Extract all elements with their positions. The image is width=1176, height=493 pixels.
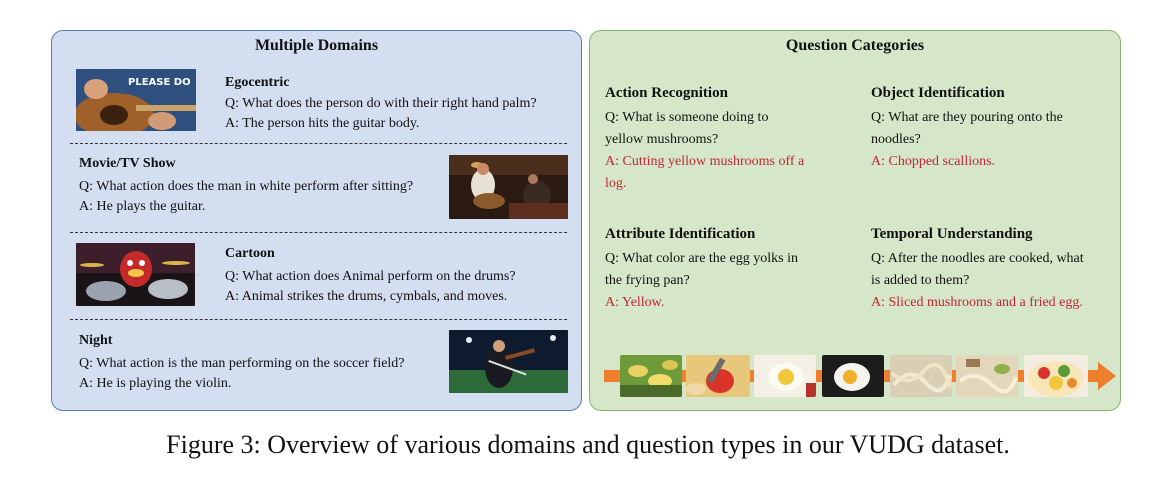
movie-question: Q: What action does the man in white perform after sitting? <box>79 179 414 194</box>
category-question-line: Q: What is someone doing to <box>605 110 769 125</box>
category-title: Object Identification <box>871 85 1005 101</box>
night-question: Q: What action is the man performing on the soccer field? <box>79 356 405 371</box>
cartoon-question: Q: What action does Animal perform on the drums? <box>225 269 516 284</box>
category-question-line: yellow mushrooms? <box>605 132 719 147</box>
category-title: Action Recognition <box>605 85 728 101</box>
night-answer: A: He is playing the violin. <box>79 376 232 391</box>
cooking-frame <box>686 355 750 397</box>
divider-2 <box>70 232 567 233</box>
category-question-line: noodles? <box>871 132 921 147</box>
multiple-domains-title: Multiple Domains <box>254 37 379 54</box>
movie-answer: A: He plays the guitar. <box>79 199 206 214</box>
multiple-domains-panel <box>51 30 582 411</box>
egocentric-title: Egocentric <box>225 75 290 90</box>
category-answer-line: log. <box>605 176 627 191</box>
category-answer-line: A: Sliced mushrooms and a fried egg. <box>871 295 1083 310</box>
question-categories-panel <box>589 30 1121 411</box>
category-answer-line: A: Yellow. <box>605 295 665 310</box>
cooking-frame-strip <box>604 355 1104 397</box>
cooking-frame <box>620 355 682 397</box>
egocentric-shirt-text: PLEASE DO <box>128 77 191 88</box>
category-answer-line: A: Cutting yellow mushrooms off a <box>605 154 805 169</box>
category-answer-line: A: Chopped scallions. <box>871 154 996 169</box>
cartoon-title: Cartoon <box>225 246 275 261</box>
cooking-frame <box>754 355 816 397</box>
movie-thumbnail <box>449 155 568 219</box>
timeline-arrowhead-icon <box>1098 362 1116 390</box>
egocentric-thumbnail <box>76 69 196 131</box>
cartoon-answer: A: Animal strikes the drums, cymbals, and moves. <box>225 289 508 304</box>
category-question-line: Q: After the noodles are cooked, what <box>871 251 1084 266</box>
category-question-line: is added to them? <box>871 273 970 288</box>
egocentric-answer: A: The person hits the guitar body. <box>225 116 420 131</box>
category-object-identification <box>871 83 1109 173</box>
category-action-recognition <box>605 83 843 195</box>
night-thumbnail <box>449 330 568 393</box>
cooking-frame <box>822 355 884 397</box>
cooking-frame <box>956 355 1018 397</box>
category-temporal-understanding <box>871 224 1109 314</box>
cartoon-thumbnail <box>76 243 195 306</box>
cooking-frame <box>1024 355 1088 397</box>
night-title: Night <box>79 333 113 348</box>
category-title: Temporal Understanding <box>871 226 1033 242</box>
category-attribute-identification <box>605 224 843 314</box>
cooking-frame <box>890 355 952 397</box>
category-question-line: the frying pan? <box>605 273 690 288</box>
divider-3 <box>70 319 567 320</box>
divider-1 <box>70 143 567 144</box>
category-title: Attribute Identification <box>605 226 756 242</box>
category-question-line: Q: What are they pouring onto the <box>871 110 1063 125</box>
category-question-line: Q: What color are the egg yolks in <box>605 251 798 266</box>
figure-caption: Figure 3: Overview of various domains and question types in our VUDG dataset. <box>166 430 1010 459</box>
egocentric-question: Q: What does the person do with their right hand palm? <box>225 96 537 111</box>
question-categories-title: Question Categories <box>785 37 925 54</box>
movie-title: Movie/TV Show <box>79 156 176 171</box>
